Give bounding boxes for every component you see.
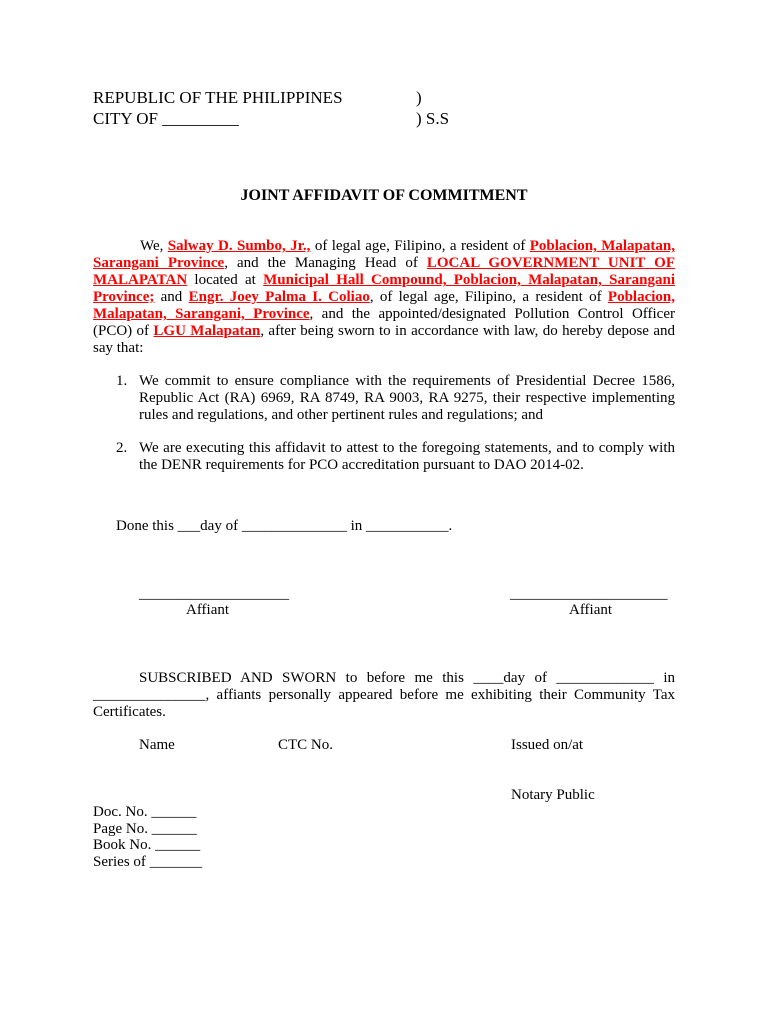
intro-text: , and the appointed/designated Pollution Control Officer (PCO) of [93,306,675,339]
page-no: Page No. ______ [93,821,197,837]
list-number: 1. [116,373,128,389]
lgu-name: LGU Malapatan [153,323,261,339]
organization-name: LOCAL GOVERNMENT UNIT OF MALAPATAN [93,255,675,288]
ss-mark: ) S.S [416,109,450,128]
column-issued: Issued on/at [511,737,584,753]
book-no: Book No. ______ [93,837,201,853]
column-name: Name [139,737,175,753]
intro-text: and [154,289,189,305]
signature-line-right: _____________________ [510,586,668,602]
affiant-name-2: Engr. Joey Palma I. Coliao [188,289,370,305]
intro-text: located at [187,272,264,288]
intro-paragraph [93,238,675,357]
affiant-address-1: Poblacion, Malapatan, Sarangani Province [93,238,675,271]
doc-no: Doc. No. ______ [93,804,197,820]
list-text: We commit to ensure compliance with the requirements of Presidential Decree 1586, Republic Act (RA) 6969, RA 8749, RA 9003, RA 9275, their respective implementing rules and regulations, and other pertinent rules and regulations; and [139,373,675,423]
intro-text: , of legal age, Filipino, a resident of [369,289,608,305]
affiant-address-2: Poblacion, Malapatan, Sarangani, Province [93,289,675,322]
organization-address: Municipal Hall Compound, Poblacion, Malapatan, Sarangani Province; [93,272,675,305]
affiant-label-right: Affiant [569,602,613,618]
done-line: Done this ___day of ______________ in ___________. [116,518,453,534]
notary-public-label: Notary Public [511,787,595,803]
series-of: Series of _______ [93,854,203,870]
city-line: CITY OF _________ [93,109,239,128]
intro-text: , and the Managing Head of [224,255,427,271]
republic-line: REPUBLIC OF THE PHILIPPINES [93,88,343,107]
column-ctc-no: CTC No. [278,737,334,753]
affiant-label-left: Affiant [186,602,230,618]
intro-text: of legal age, Filipino, a resident of [310,238,530,254]
subscribed-paragraph: SUBSCRIBED AND SWORN to before me this ____day of _____________ in _______________, affiants personally appeared before me exhibiting their Community Tax Certificates. [93,670,675,720]
republic-paren: ) [416,88,422,107]
document-title: JOINT AFFIDAVIT OF COMMITMENT [240,187,528,204]
signature-line-left: ____________________ [139,586,289,602]
intro-text: We, [140,238,168,254]
intro-text: , after being sworn to in accordance with law, do hereby depose and say that: [93,323,675,356]
affiant-name-1: Salway D. Sumbo, Jr., [167,238,311,254]
list-text: We are executing this affidavit to attest to the foregoing statements, and to comply with the DENR requirements for PCO accreditation pursuant to DAO 2014-02. [139,440,675,473]
list-number: 2. [116,440,128,456]
